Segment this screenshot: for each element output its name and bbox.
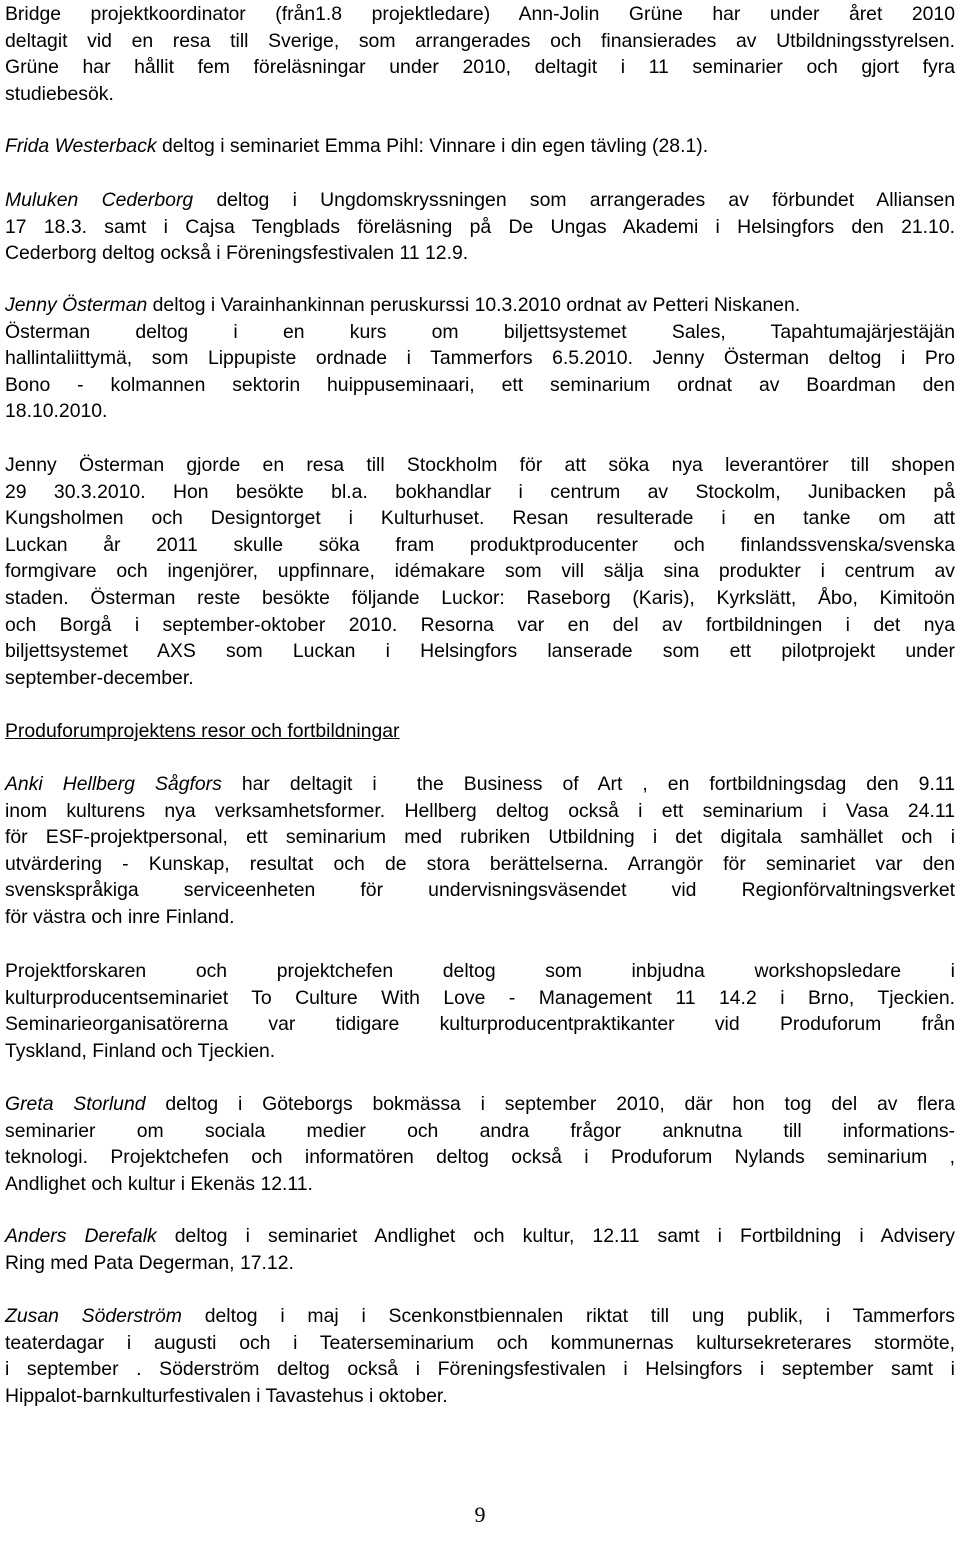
text-line: i september . Söderström deltog också i Föreningsfestivalen i Helsingfors i september samt i [5,1358,955,1381]
text-line: Jenny Österman gjorde en resa till Stockholm för att söka nya leverantörer till shopen [5,454,955,476]
text-line: Andlighet och kultur i Ekenäs 12.11. [5,1172,313,1195]
person-name: Jenny Österman [5,294,148,316]
text-line: studiebesök. [5,82,114,105]
text-line: Grüne har hållit fem föreläsningar under 2010, deltagit i 11 seminarier och gjort fyra [5,56,955,79]
paragraph-storlund [5,1091,955,1197]
paragraph-osterman-1 [5,292,955,425]
text-line: seminarier om sociala medier och andra frågor anknutna till informations- [5,1119,955,1142]
text-line: Bono - kolmannen sektorin huippuseminaari, ett seminarium ordnat av Boardman den [5,373,955,396]
person-name: Zusan Söderström [5,1305,182,1327]
text-line [5,1303,955,1330]
text-line: och Borgå i september-oktober 2010. Resorna var en del av fortbildningen i det nya [5,613,955,636]
text-line: Luckan år 2011 skulle söka fram produktproducenter och finlandssvenska/svenska [5,533,955,556]
paragraph-westerback [5,133,955,160]
text-line: Hippalot-barnkulturfestivalen i Tavastehus i oktober. [5,1384,448,1407]
text-span: deltog i Göteborgs bokmässa i september 2010, där hon tog del av flera [145,1093,955,1115]
paragraph-cederborg [5,187,955,267]
paragraph-osterman-2 [5,452,955,691]
page-number: 9 [474,1502,486,1527]
text-line: biljettsystemet AXS som Luckan i Helsingfors lanserade som ett pilotprojekt under [5,640,955,663]
text-line: Österman deltog i en kurs om biljettsystemet Sales, Tapahtumajärjestäjän [5,320,955,343]
text-line: september-december. [5,666,194,689]
text-span: deltog i seminariet Emma Pihl: Vinnare i din egen tävling (28.1). [156,135,709,157]
text-span: deltog i Ungdomskryssningen som arrangerades av förbundet Alliansen [193,189,956,211]
text-line: 18.10.2010. [5,400,108,423]
person-name: Frida Westerback [5,135,157,157]
text-line [5,771,955,798]
text-line: för ESF-projektpersonal, ett seminarium med rubriken Utbildning i det digitala samhället och i [5,826,955,849]
text-line: teaterdagar i augusti och i Teaterseminarium och kommunernas kultursekreterares stormöte, [5,1331,955,1354]
text-line [5,133,955,160]
text-line [5,292,955,319]
text-line: staden. Österman reste besökte följande Luckor: Raseborg (Karis), Kyrkslätt, Åbo, Kimitoön [5,586,955,609]
text-line [5,187,955,214]
text-line: Tyskland, Finland och Tjeckien. [5,1039,276,1062]
paragraph-grune [5,1,955,107]
text-line [5,1223,955,1250]
text-line: utvärdering - Kunskap, resultat och de stora berättelserna. Arrangör för seminariet var den [5,852,955,875]
text-line: formgivare och ingenjörer, uppfinnare, idémakare som vill sälja sina produkter i centrum av [5,560,955,583]
text-line: Kungsholmen och Designtorget i Kulturhuset. Resan resulterade i en tanke om att [5,507,955,530]
text-line: hallintaliittymä, som Lippupiste ordnade i Tammerfors 6.5.2010. Jenny Österman deltog i Pro [5,347,955,370]
paragraph-soderstrom [5,1303,955,1409]
person-name: Greta Storlund [5,1093,146,1115]
text-span: har deltagit i the Business of Art , en fortbildningsdag den 9.11 [221,773,955,795]
text-span: deltog i seminariet Andlighet och kultur, 12.11 samt i Fortbildning i Advisery [156,1225,956,1247]
text-span: deltog i maj i Scenkonstbiennalen riktat till ung publik, i Tammerfors [181,1305,955,1327]
person-name: Anki Hellberg Sågfors [5,773,222,795]
paragraph-derefalk [5,1223,955,1276]
text-line [5,1091,955,1118]
text-line: kulturproducentseminariet To Culture With Love - Management 11 14.2 i Brno, Tjeckien. [5,986,955,1009]
text-line: Cederborg deltog också i Föreningsfestivalen 11 12.9. [5,242,469,265]
text-line: Projektforskaren och projektchefen deltog som inbjudna workshopsledare i [5,960,955,982]
text-line: Bridge projektkoordinator (från1.8 projektledare) Ann-Jolin Grüne har under året 2010 [5,3,955,25]
text-line: teknologi. Projektchefen och informatören deltog också i Produforum Nylands seminarium , [5,1146,955,1169]
text-line: Seminarieorganisatörerna var tidigare kulturproducentpraktikanter vid Produforum från [5,1013,955,1036]
text-line: 29 30.3.2010. Hon besökte bl.a. bokhandlar i centrum av Stockolm, Junibacken på [5,480,955,503]
text-line: Ring med Pata Degerman, 17.12. [5,1251,294,1274]
person-name: Anders Derefalk [5,1225,157,1247]
text-line: deltagit vid en resa till Sverige, som arrangerades och finansierades av Utbildningsstyrelsen. [5,29,955,52]
text-line: inom kulturens nya verksamhetsformer. Hellberg deltog också i ett seminarium i Vasa 24.11 [5,799,955,822]
text-line: 17 18.3. samt i Cajsa Tengblads föreläsning på De Ungas Akademi i Helsingfors den 21.10. [5,215,955,238]
paragraph-hellberg [5,771,955,931]
section-heading: Produforumprojektens resor och fortbildningar [5,720,400,742]
paragraph-projektforskaren [5,958,955,1064]
text-line: svenskspråkiga serviceenheten för undervisningsväsendet vid Regionförvaltningsverket [5,879,955,902]
text-span: deltog i Varainhankinnan peruskurssi 10.3.2010 ordnat av Petteri Niskanen. [147,294,801,316]
text-line: för västra och inre Finland. [5,905,235,928]
person-name: Muluken Cederborg [5,189,194,211]
